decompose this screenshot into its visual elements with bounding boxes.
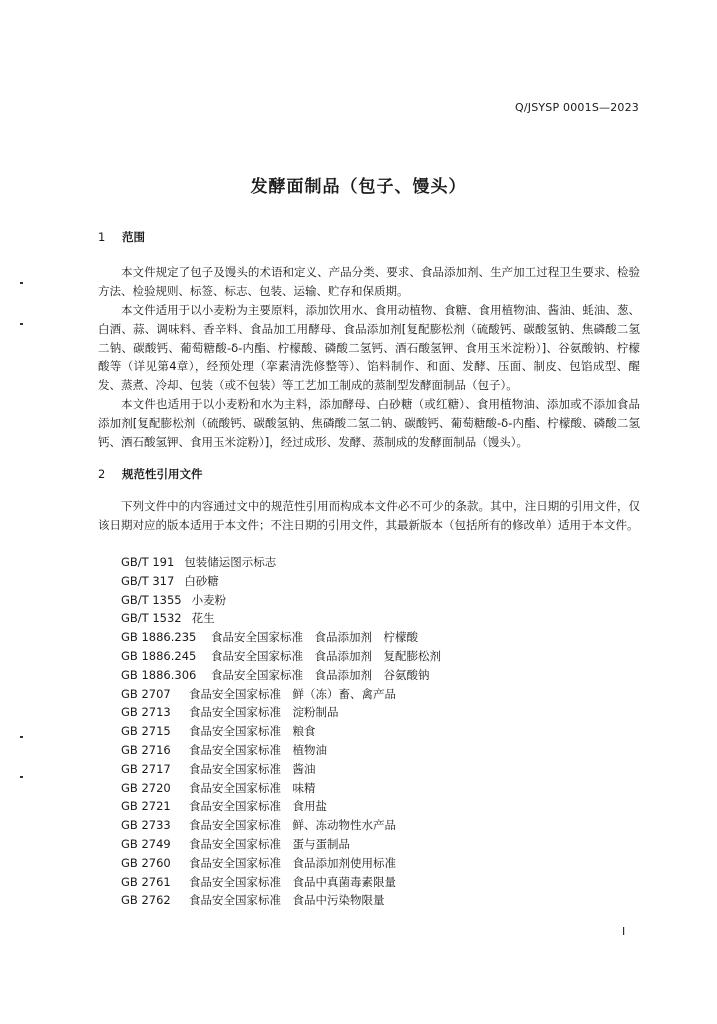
section-1-paragraph-2: 本文件适用于以小麦粉为主要原料，添加饮用水、食用动植物、食糖、食用植物油、酱油、蚝油、葱、白酒、蒜、调味料、香辛料、食品加工用酵母、食品添加剂[复配膨松剂（硫酸钙、碳酸氢钠、焦磷酸二氢二钠、碳酸钙、葡萄糖酸-δ-内酯、柠檬酸、磷酸二氢钙、酒石酸氢钾、食用玉米淀粉）]、谷氨酸钠、柠檬酸等（详见第4章），经预处理（挛素清洗修整等）、馅料制作、和面、发酵、压面、制皮、包馅成型、醒发、蒸煮、冷却、包装（或不包装）等工艺加工制成的蒸制型发酵面制品（包子）。	[98, 303, 640, 393]
reference-item	[121, 628, 441, 647]
section-1-title: 范围	[122, 230, 146, 244]
reference-title: 食品安全国家标准 食品添加剂使用标准	[189, 855, 396, 870]
reference-item	[121, 835, 441, 854]
reference-title: 花生	[191, 611, 215, 626]
reference-title: 食品安全国家标准 鲜（冻）畜、禽产品	[189, 686, 396, 701]
reference-item	[121, 722, 441, 741]
reference-item	[121, 816, 441, 835]
scan-speck	[20, 323, 23, 325]
reference-item	[121, 553, 441, 572]
page-number: I	[622, 925, 626, 938]
reference-code: GB 2749	[121, 836, 171, 851]
reference-item	[121, 591, 441, 610]
reference-title: 食品安全国家标准 食用盐	[189, 799, 327, 814]
reference-title: 白砂糖	[184, 573, 219, 588]
reference-title: 食品安全国家标准 食品添加剂 谷氨酸钠	[211, 667, 430, 682]
scan-speck	[20, 736, 23, 738]
reference-title: 食品安全国家标准 酱油	[189, 761, 316, 776]
reference-title: 食品安全国家标准 味精	[189, 780, 316, 795]
reference-code: GB 2761	[121, 874, 171, 889]
reference-code: GB/T 1355	[121, 592, 182, 607]
section-1-paragraph-3: 本文件也适用于以小麦粉和水为主料，添加酵母、白砂糖（或红糖）、食用植物油、添加或不添加食品添加剂[复配膨松剂（硫酸钙、碳酸氢钠、焦磷酸二氢二钠、碳酸钙、葡萄糖酸-δ-内酯、柠檬酸、磷酸二氢钙、酒石酸氢钾、食用玉米淀粉）]，经过成形、发酵、蒸制成的发酵面制品（馒头）。	[98, 397, 640, 449]
reference-item	[121, 854, 441, 873]
reference-item	[121, 760, 441, 779]
reference-title: 食品安全国家标准 食品添加剂 柠檬酸	[211, 630, 418, 645]
reference-item	[121, 666, 441, 685]
reference-item	[121, 609, 441, 628]
reference-title: 食品安全国家标准 食品中真菌毒素限量	[189, 874, 396, 889]
reference-item	[121, 779, 441, 798]
reference-title: 包装储运图示标志	[184, 555, 277, 569]
reference-title: 食品安全国家标准 粮食	[189, 724, 316, 739]
reference-item	[121, 703, 441, 722]
reference-title: 食品安全国家标准 鲜、冻动物性水产品	[189, 818, 396, 833]
reference-item	[121, 873, 441, 892]
reference-item	[121, 891, 441, 910]
reference-code: GB 2707	[121, 686, 171, 701]
reference-code: GB 2713	[121, 705, 171, 720]
reference-title: 食品安全国家标准 淀粉制品	[189, 705, 339, 720]
reference-code: GB 2716	[121, 742, 171, 757]
reference-item	[121, 741, 441, 760]
reference-item	[121, 647, 441, 666]
reference-title: 食品安全国家标准 蛋与蛋制品	[189, 836, 350, 851]
reference-title: 小麦粉	[191, 592, 227, 607]
reference-title: 食品安全国家标准 植物油	[189, 742, 327, 757]
section-1-heading	[98, 229, 145, 245]
reference-code: GB 1886.235	[121, 630, 197, 645]
scan-speck	[20, 776, 23, 778]
reference-code: GB 2715	[121, 724, 171, 739]
reference-code: GB 2733	[121, 818, 171, 833]
reference-code: GB 1886.306	[121, 667, 197, 682]
document-title: 发酵面制品（包子、馒头）	[250, 177, 467, 197]
reference-code: GB/T 191	[121, 555, 175, 569]
section-2-heading	[98, 466, 203, 482]
reference-item	[121, 685, 441, 704]
reference-code: GB 1886.245	[121, 648, 197, 663]
reference-code: GB 2760	[121, 855, 171, 870]
section-1-number: 1	[98, 230, 106, 244]
reference-code: GB 2717	[121, 761, 171, 776]
section-2-number: 2	[98, 467, 106, 481]
reference-title: 食品安全国家标准 食品添加剂 复配膨松剂	[211, 648, 441, 663]
section-1-paragraph-1: 本文件规定了包子及馒头的术语和定义、产品分类、要求、食品添加剂、生产加工过程卫生要求、检验方法、检验规则、标签、标志、包装、运输、贮存和保质期。	[98, 265, 640, 298]
reference-title: 食品安全国家标准 食品中污染物限量	[189, 893, 385, 908]
scan-speck	[20, 282, 23, 284]
section-2-title: 规范性引用文件	[122, 467, 203, 481]
section-2-intro: 下列文件中的内容通过文中的规范性引用而构成本文件必不可少的条款。其中，注日期的引用文件，仅该日期对应的版本适用于本文件；不注日期的引用文件，其最新版本（包括所有的修改单）适用于本文件。	[98, 499, 640, 532]
standard-code: Q/JSYSP 0001S—2023	[515, 101, 639, 114]
reference-code: GB/T 317	[121, 573, 175, 588]
reference-item	[121, 572, 441, 591]
reference-item	[121, 797, 441, 816]
reference-code: GB 2720	[121, 780, 171, 795]
reference-code: GB 2762	[121, 893, 171, 908]
reference-list	[121, 553, 441, 910]
reference-code: GB/T 1532	[121, 611, 182, 626]
reference-code: GB 2721	[121, 799, 171, 814]
